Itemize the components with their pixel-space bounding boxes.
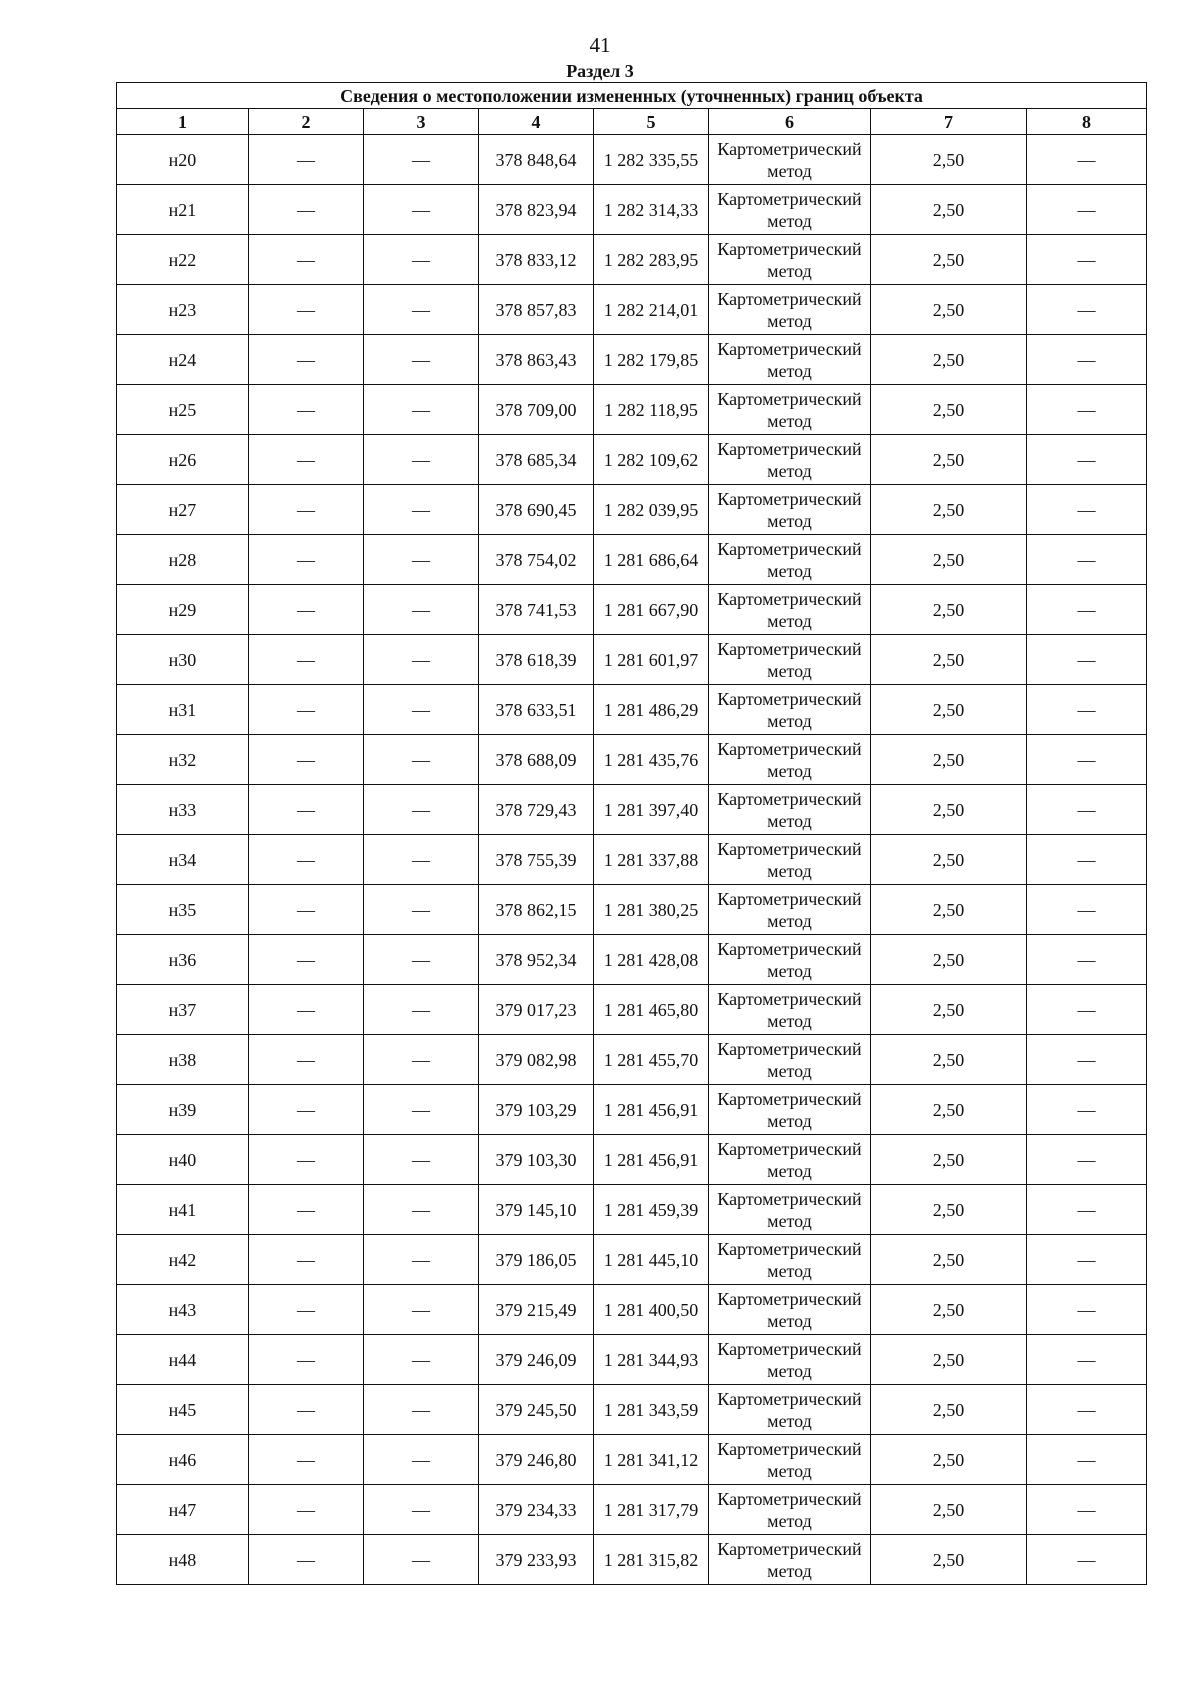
point-number-cell: н36 (117, 935, 249, 985)
y-coordinate-cell: 1 281 397,40 (594, 785, 709, 835)
column-8-cell: — (1027, 1285, 1147, 1335)
point-number-cell: н47 (117, 1485, 249, 1535)
method-cell: Картометрический метод (709, 1135, 871, 1185)
column-8-cell: — (1027, 1485, 1147, 1535)
method-cell: Картометрический метод (709, 1385, 871, 1435)
column-2-cell: — (249, 785, 364, 835)
method-cell: Картометрический метод (709, 1535, 871, 1585)
column-8-cell: — (1027, 835, 1147, 885)
accuracy-cell: 2,50 (871, 385, 1027, 435)
point-number-cell: н26 (117, 435, 249, 485)
y-coordinate-cell: 1 281 686,64 (594, 535, 709, 585)
x-coordinate-cell: 379 017,23 (479, 985, 594, 1035)
table-row (117, 335, 1147, 385)
x-coordinate-cell: 378 741,53 (479, 585, 594, 635)
column-3-cell: — (364, 1085, 479, 1135)
point-number-cell: н34 (117, 835, 249, 885)
accuracy-cell: 2,50 (871, 535, 1027, 585)
point-number-cell: н48 (117, 1535, 249, 1585)
y-coordinate-cell: 1 281 435,76 (594, 735, 709, 785)
accuracy-cell: 2,50 (871, 585, 1027, 635)
column-2-cell: — (249, 135, 364, 185)
column-2-cell: — (249, 1235, 364, 1285)
method-cell: Картометрический метод (709, 1035, 871, 1085)
table-row (117, 585, 1147, 635)
column-3-cell: — (364, 935, 479, 985)
column-3-cell: — (364, 785, 479, 835)
column-8-cell: — (1027, 1035, 1147, 1085)
column-3-cell: — (364, 885, 479, 935)
method-cell: Картометрический метод (709, 1435, 871, 1485)
accuracy-cell: 2,50 (871, 285, 1027, 335)
column-8-cell: — (1027, 1535, 1147, 1585)
point-number-cell: н25 (117, 385, 249, 435)
accuracy-cell: 2,50 (871, 485, 1027, 535)
column-header-6: 6 (709, 109, 871, 135)
point-number-cell: н22 (117, 235, 249, 285)
table-row (117, 1485, 1147, 1535)
method-cell: Картометрический метод (709, 585, 871, 635)
column-header-3: 3 (364, 109, 479, 135)
column-8-cell: — (1027, 435, 1147, 485)
column-3-cell: — (364, 135, 479, 185)
column-2-cell: — (249, 1485, 364, 1535)
column-3-cell: — (364, 735, 479, 785)
accuracy-cell: 2,50 (871, 635, 1027, 685)
y-coordinate-cell: 1 281 317,79 (594, 1485, 709, 1535)
table-row (117, 935, 1147, 985)
table-row (117, 785, 1147, 835)
table-row (117, 1535, 1147, 1585)
y-coordinate-cell: 1 281 459,39 (594, 1185, 709, 1235)
x-coordinate-cell: 378 862,15 (479, 885, 594, 935)
x-coordinate-cell: 378 952,34 (479, 935, 594, 985)
method-cell: Картометрический метод (709, 1185, 871, 1235)
column-header-4: 4 (479, 109, 594, 135)
column-3-cell: — (364, 1285, 479, 1335)
column-2-cell: — (249, 1385, 364, 1435)
x-coordinate-cell: 378 688,09 (479, 735, 594, 785)
column-8-cell: — (1027, 1185, 1147, 1235)
column-2-cell: — (249, 1435, 364, 1485)
point-number-cell: н33 (117, 785, 249, 835)
accuracy-cell: 2,50 (871, 185, 1027, 235)
table-body (117, 135, 1147, 1585)
column-2-cell: — (249, 585, 364, 635)
method-cell: Картометрический метод (709, 735, 871, 785)
accuracy-cell: 2,50 (871, 435, 1027, 485)
method-cell: Картометрический метод (709, 235, 871, 285)
method-cell: Картометрический метод (709, 485, 871, 535)
table-row (117, 1435, 1147, 1485)
column-8-cell: — (1027, 535, 1147, 585)
column-3-cell: — (364, 1335, 479, 1385)
accuracy-cell: 2,50 (871, 985, 1027, 1035)
column-2-cell: — (249, 885, 364, 935)
column-8-cell: — (1027, 1335, 1147, 1385)
method-cell: Картометрический метод (709, 1285, 871, 1335)
y-coordinate-cell: 1 282 179,85 (594, 335, 709, 385)
column-3-cell: — (364, 1235, 479, 1285)
column-2-cell: — (249, 635, 364, 685)
column-3-cell: — (364, 1485, 479, 1535)
table-row (117, 535, 1147, 585)
table-row (117, 1285, 1147, 1335)
x-coordinate-cell: 379 103,30 (479, 1135, 594, 1185)
point-number-cell: н39 (117, 1085, 249, 1135)
point-number-cell: н30 (117, 635, 249, 685)
y-coordinate-cell: 1 281 343,59 (594, 1385, 709, 1435)
column-2-cell: — (249, 935, 364, 985)
accuracy-cell: 2,50 (871, 1285, 1027, 1335)
table-row (117, 1335, 1147, 1385)
method-cell: Картометрический метод (709, 1235, 871, 1285)
accuracy-cell: 2,50 (871, 135, 1027, 185)
column-2-cell: — (249, 485, 364, 535)
point-number-cell: н41 (117, 1185, 249, 1235)
accuracy-cell: 2,50 (871, 885, 1027, 935)
y-coordinate-cell: 1 281 337,88 (594, 835, 709, 885)
method-cell: Картометрический метод (709, 635, 871, 685)
column-2-cell: — (249, 835, 364, 885)
column-3-cell: — (364, 385, 479, 435)
x-coordinate-cell: 379 246,09 (479, 1335, 594, 1385)
column-2-cell: — (249, 435, 364, 485)
y-coordinate-cell: 1 282 335,55 (594, 135, 709, 185)
method-cell: Картометрический метод (709, 685, 871, 735)
column-header-8: 8 (1027, 109, 1147, 135)
point-number-cell: н37 (117, 985, 249, 1035)
point-number-cell: н27 (117, 485, 249, 535)
method-cell: Картометрический метод (709, 435, 871, 485)
column-8-cell: — (1027, 335, 1147, 385)
column-8-cell: — (1027, 1135, 1147, 1185)
column-8-cell: — (1027, 585, 1147, 635)
column-2-cell: — (249, 235, 364, 285)
column-3-cell: — (364, 585, 479, 635)
column-8-cell: — (1027, 185, 1147, 235)
column-2-cell: — (249, 985, 364, 1035)
point-number-cell: н46 (117, 1435, 249, 1485)
table-row (117, 1135, 1147, 1185)
section-title: Раздел 3 (566, 61, 634, 81)
accuracy-cell: 2,50 (871, 735, 1027, 785)
table-row (117, 1085, 1147, 1135)
x-coordinate-cell: 378 848,64 (479, 135, 594, 185)
accuracy-cell: 2,50 (871, 1085, 1027, 1135)
column-3-cell: — (364, 835, 479, 885)
page-number: 41 (589, 33, 611, 57)
x-coordinate-cell: 379 215,49 (479, 1285, 594, 1335)
table-row (117, 135, 1147, 185)
y-coordinate-cell: 1 282 109,62 (594, 435, 709, 485)
y-coordinate-cell: 1 282 283,95 (594, 235, 709, 285)
column-8-cell: — (1027, 885, 1147, 935)
point-number-cell: н24 (117, 335, 249, 385)
column-2-cell: — (249, 535, 364, 585)
accuracy-cell: 2,50 (871, 685, 1027, 735)
column-3-cell: — (364, 985, 479, 1035)
column-header-1: 1 (117, 109, 249, 135)
accuracy-cell: 2,50 (871, 1235, 1027, 1285)
column-3-cell: — (364, 1135, 479, 1185)
table-row (117, 1185, 1147, 1235)
table-row (117, 735, 1147, 785)
point-number-cell: н45 (117, 1385, 249, 1435)
y-coordinate-cell: 1 281 344,93 (594, 1335, 709, 1385)
point-number-cell: н44 (117, 1335, 249, 1385)
column-header-2: 2 (249, 109, 364, 135)
column-header-row (117, 109, 1147, 135)
column-2-cell: — (249, 1135, 364, 1185)
table-row (117, 235, 1147, 285)
column-8-cell: — (1027, 385, 1147, 435)
accuracy-cell: 2,50 (871, 235, 1027, 285)
column-3-cell: — (364, 285, 479, 335)
column-3-cell: — (364, 185, 479, 235)
point-number-cell: н28 (117, 535, 249, 585)
method-cell: Картометрический метод (709, 935, 871, 985)
column-2-cell: — (249, 335, 364, 385)
column-2-cell: — (249, 735, 364, 785)
column-2-cell: — (249, 1185, 364, 1235)
method-cell: Картометрический метод (709, 1335, 871, 1385)
accuracy-cell: 2,50 (871, 1385, 1027, 1435)
column-8-cell: — (1027, 935, 1147, 985)
method-cell: Картометрический метод (709, 785, 871, 835)
method-cell: Картометрический метод (709, 1085, 871, 1135)
method-cell: Картометрический метод (709, 385, 871, 435)
x-coordinate-cell: 378 729,43 (479, 785, 594, 835)
column-2-cell: — (249, 685, 364, 735)
point-number-cell: н43 (117, 1285, 249, 1335)
column-3-cell: — (364, 435, 479, 485)
column-3-cell: — (364, 1385, 479, 1435)
table-row (117, 1235, 1147, 1285)
column-3-cell: — (364, 635, 479, 685)
x-coordinate-cell: 378 709,00 (479, 385, 594, 435)
x-coordinate-cell: 379 186,05 (479, 1235, 594, 1285)
table-row (117, 635, 1147, 685)
column-8-cell: — (1027, 1385, 1147, 1435)
accuracy-cell: 2,50 (871, 835, 1027, 885)
column-header-5: 5 (594, 109, 709, 135)
point-number-cell: н40 (117, 1135, 249, 1185)
table-row (117, 485, 1147, 535)
y-coordinate-cell: 1 281 601,97 (594, 635, 709, 685)
table-row (117, 885, 1147, 935)
y-coordinate-cell: 1 281 380,25 (594, 885, 709, 935)
x-coordinate-cell: 379 233,93 (479, 1535, 594, 1585)
column-3-cell: — (364, 685, 479, 735)
method-cell: Картометрический метод (709, 835, 871, 885)
x-coordinate-cell: 379 082,98 (479, 1035, 594, 1085)
x-coordinate-cell: 378 755,39 (479, 835, 594, 885)
method-cell: Картометрический метод (709, 135, 871, 185)
column-2-cell: — (249, 285, 364, 335)
accuracy-cell: 2,50 (871, 935, 1027, 985)
point-number-cell: н38 (117, 1035, 249, 1085)
table-row (117, 1385, 1147, 1435)
point-number-cell: н42 (117, 1235, 249, 1285)
column-3-cell: — (364, 235, 479, 285)
y-coordinate-cell: 1 282 039,95 (594, 485, 709, 535)
accuracy-cell: 2,50 (871, 1135, 1027, 1185)
column-2-cell: — (249, 1535, 364, 1585)
column-8-cell: — (1027, 1235, 1147, 1285)
boundary-coordinates-table (116, 82, 1147, 1585)
x-coordinate-cell: 378 754,02 (479, 535, 594, 585)
column-8-cell: — (1027, 235, 1147, 285)
x-coordinate-cell: 378 833,12 (479, 235, 594, 285)
table-row (117, 835, 1147, 885)
x-coordinate-cell: 378 618,39 (479, 635, 594, 685)
column-3-cell: — (364, 1185, 479, 1235)
accuracy-cell: 2,50 (871, 335, 1027, 385)
column-2-cell: — (249, 1085, 364, 1135)
column-8-cell: — (1027, 635, 1147, 685)
column-8-cell: — (1027, 685, 1147, 735)
x-coordinate-cell: 379 145,10 (479, 1185, 594, 1235)
point-number-cell: н35 (117, 885, 249, 935)
method-cell: Картометрический метод (709, 985, 871, 1035)
accuracy-cell: 2,50 (871, 1535, 1027, 1585)
column-8-cell: — (1027, 1435, 1147, 1485)
method-cell: Картометрический метод (709, 285, 871, 335)
x-coordinate-cell: 379 245,50 (479, 1385, 594, 1435)
point-number-cell: н20 (117, 135, 249, 185)
column-3-cell: — (364, 1035, 479, 1085)
column-3-cell: — (364, 1435, 479, 1485)
table-caption: Сведения о местоположении измененных (уточненных) границ объекта (117, 83, 1147, 109)
y-coordinate-cell: 1 282 118,95 (594, 385, 709, 435)
column-8-cell: — (1027, 135, 1147, 185)
accuracy-cell: 2,50 (871, 1035, 1027, 1085)
column-2-cell: — (249, 385, 364, 435)
y-coordinate-cell: 1 281 445,10 (594, 1235, 709, 1285)
column-2-cell: — (249, 185, 364, 235)
accuracy-cell: 2,50 (871, 785, 1027, 835)
column-2-cell: — (249, 1035, 364, 1085)
column-2-cell: — (249, 1285, 364, 1335)
table-row (117, 1035, 1147, 1085)
table-row (117, 435, 1147, 485)
method-cell: Картометрический метод (709, 535, 871, 585)
y-coordinate-cell: 1 281 400,50 (594, 1285, 709, 1335)
y-coordinate-cell: 1 282 214,01 (594, 285, 709, 335)
method-cell: Картометрический метод (709, 885, 871, 935)
y-coordinate-cell: 1 281 455,70 (594, 1035, 709, 1085)
point-number-cell: н32 (117, 735, 249, 785)
accuracy-cell: 2,50 (871, 1185, 1027, 1235)
column-3-cell: — (364, 535, 479, 585)
x-coordinate-cell: 379 234,33 (479, 1485, 594, 1535)
table-row (117, 385, 1147, 435)
x-coordinate-cell: 378 857,83 (479, 285, 594, 335)
column-8-cell: — (1027, 735, 1147, 785)
accuracy-cell: 2,50 (871, 1435, 1027, 1485)
column-8-cell: — (1027, 485, 1147, 535)
column-8-cell: — (1027, 985, 1147, 1035)
y-coordinate-cell: 1 281 456,91 (594, 1085, 709, 1135)
column-8-cell: — (1027, 285, 1147, 335)
y-coordinate-cell: 1 281 315,82 (594, 1535, 709, 1585)
y-coordinate-cell: 1 281 341,12 (594, 1435, 709, 1485)
column-8-cell: — (1027, 785, 1147, 835)
column-header-7: 7 (871, 109, 1027, 135)
table-row (117, 985, 1147, 1035)
y-coordinate-cell: 1 282 314,33 (594, 185, 709, 235)
column-3-cell: — (364, 335, 479, 385)
x-coordinate-cell: 378 823,94 (479, 185, 594, 235)
column-2-cell: — (249, 1335, 364, 1385)
x-coordinate-cell: 379 246,80 (479, 1435, 594, 1485)
column-8-cell: — (1027, 1085, 1147, 1135)
point-number-cell: н23 (117, 285, 249, 335)
x-coordinate-cell: 378 685,34 (479, 435, 594, 485)
accuracy-cell: 2,50 (871, 1485, 1027, 1535)
table-row (117, 185, 1147, 235)
table-row (117, 685, 1147, 735)
y-coordinate-cell: 1 281 667,90 (594, 585, 709, 635)
y-coordinate-cell: 1 281 486,29 (594, 685, 709, 735)
column-3-cell: — (364, 485, 479, 535)
point-number-cell: н21 (117, 185, 249, 235)
column-3-cell: — (364, 1535, 479, 1585)
method-cell: Картометрический метод (709, 185, 871, 235)
accuracy-cell: 2,50 (871, 1335, 1027, 1385)
table-row (117, 285, 1147, 335)
x-coordinate-cell: 379 103,29 (479, 1085, 594, 1135)
point-number-cell: н29 (117, 585, 249, 635)
method-cell: Картометрический метод (709, 1485, 871, 1535)
x-coordinate-cell: 378 633,51 (479, 685, 594, 735)
y-coordinate-cell: 1 281 465,80 (594, 985, 709, 1035)
y-coordinate-cell: 1 281 456,91 (594, 1135, 709, 1185)
point-number-cell: н31 (117, 685, 249, 735)
x-coordinate-cell: 378 690,45 (479, 485, 594, 535)
method-cell: Картометрический метод (709, 335, 871, 385)
x-coordinate-cell: 378 863,43 (479, 335, 594, 385)
y-coordinate-cell: 1 281 428,08 (594, 935, 709, 985)
